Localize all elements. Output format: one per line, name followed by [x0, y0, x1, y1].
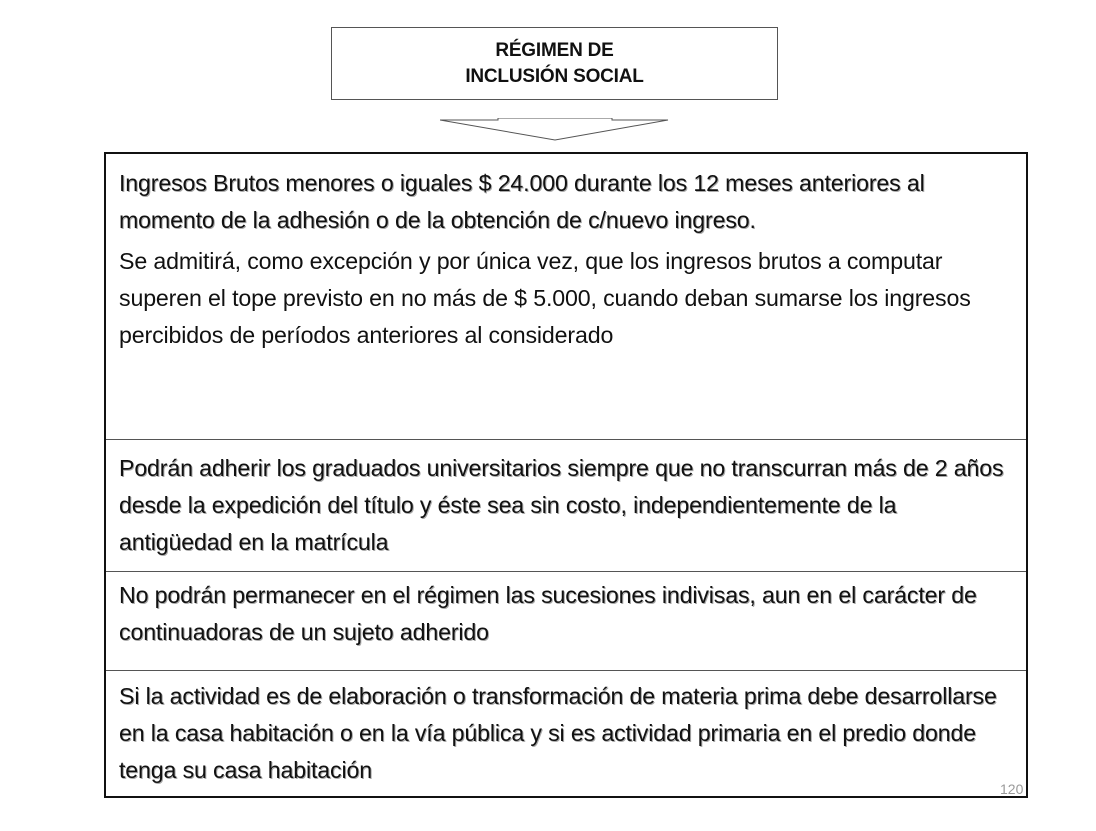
condition-row-successions [106, 571, 1026, 670]
income-limit-text: Ingresos Brutos menores o iguales $ 24.000 durante los 12 meses anteriores al momento de la adhesión o de la obtención de c/nuevo ingreso. [119, 170, 925, 233]
title-line-1: RÉGIMEN DE [495, 39, 614, 61]
title-line-2: INCLUSIÓN SOCIAL [465, 65, 644, 87]
page-number: 120 [1000, 781, 1024, 797]
condition-row-activity [106, 670, 1026, 798]
condition-row-income [106, 154, 1026, 439]
successions-text: No podrán permanecer en el régimen las sucesiones indivisas, aun en el carácter de continuadoras de un sujeto adherido [119, 582, 977, 645]
title-box [331, 27, 778, 100]
activity-text: Si la actividad es de elaboración o transformación de materia prima debe desarrollarse en la casa habitación o en la vía pública y si es actividad primaria en el predio donde tenga su casa habitación [119, 683, 997, 783]
conditions-table [104, 152, 1028, 798]
down-arrow-icon [440, 118, 670, 142]
condition-row-graduates [106, 439, 1026, 571]
income-exception-text: Se admitirá, como excepción y por única vez, que los ingresos brutos a computar superen el tope previsto en no más de $ 5.000, cuando deban sumarse los ingresos percibidos de períodos anteriores al considerado [119, 248, 971, 348]
graduates-text: Podrán adherir los graduados universitarios siempre que no transcurran más de 2 años desde la expedición del título y éste sea sin costo, independientemente de la antigüedad en la matrícula [119, 455, 1004, 555]
